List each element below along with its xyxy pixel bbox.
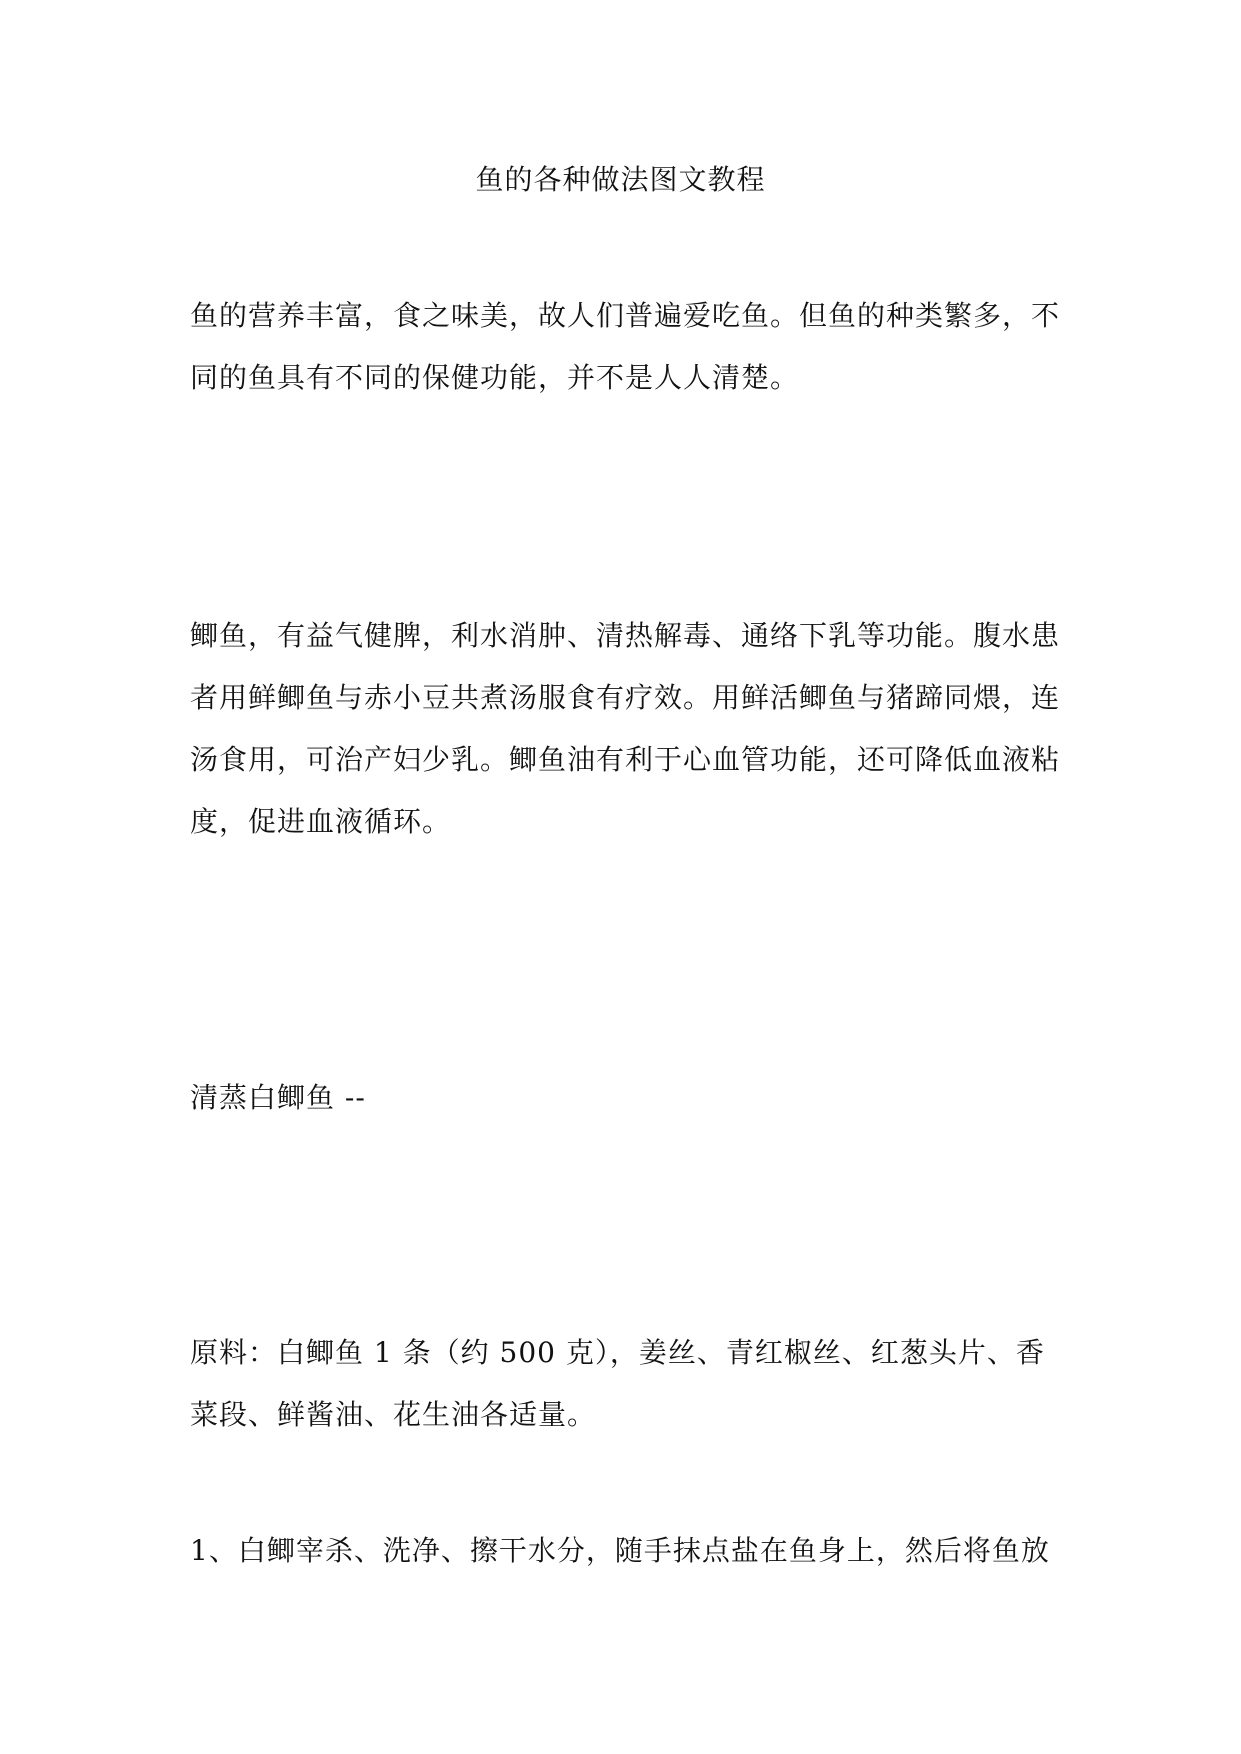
step-1-paragraph: 1、白鲫宰杀、洗净、擦干水分，随手抹点盐在鱼身上，然后将鱼放: [190, 1534, 1050, 1567]
ingredients-paragraph: 原料：白鲫鱼 1 条（约 500 克），姜丝、青红椒丝、红葱头片、香菜段、鲜酱油、花生油各适量。: [190, 1336, 1045, 1431]
document-title: 鱼的各种做法图文教程: [475, 163, 766, 196]
recipe-heading: 清蒸白鲫鱼 --: [190, 1081, 366, 1114]
intro-paragraph: 鱼的营养丰富，食之味美，故人们普遍爱吃鱼。但鱼的种类繁多，不同的鱼具有不同的保健功能，并不是人人清楚。: [190, 299, 1061, 394]
crucian-carp-paragraph: 鲫鱼，有益气健脾，利水消肿、清热解毒、通络下乳等功能。腹水患者用鲜鲫鱼与赤小豆共煮汤服食有疗效。用鲜活鲫鱼与猪蹄同煨，连汤食用，可治产妇少乳。鲫鱼油有利于心血管功能，还可降低血液粘度，促进血液循环。: [190, 619, 1061, 838]
